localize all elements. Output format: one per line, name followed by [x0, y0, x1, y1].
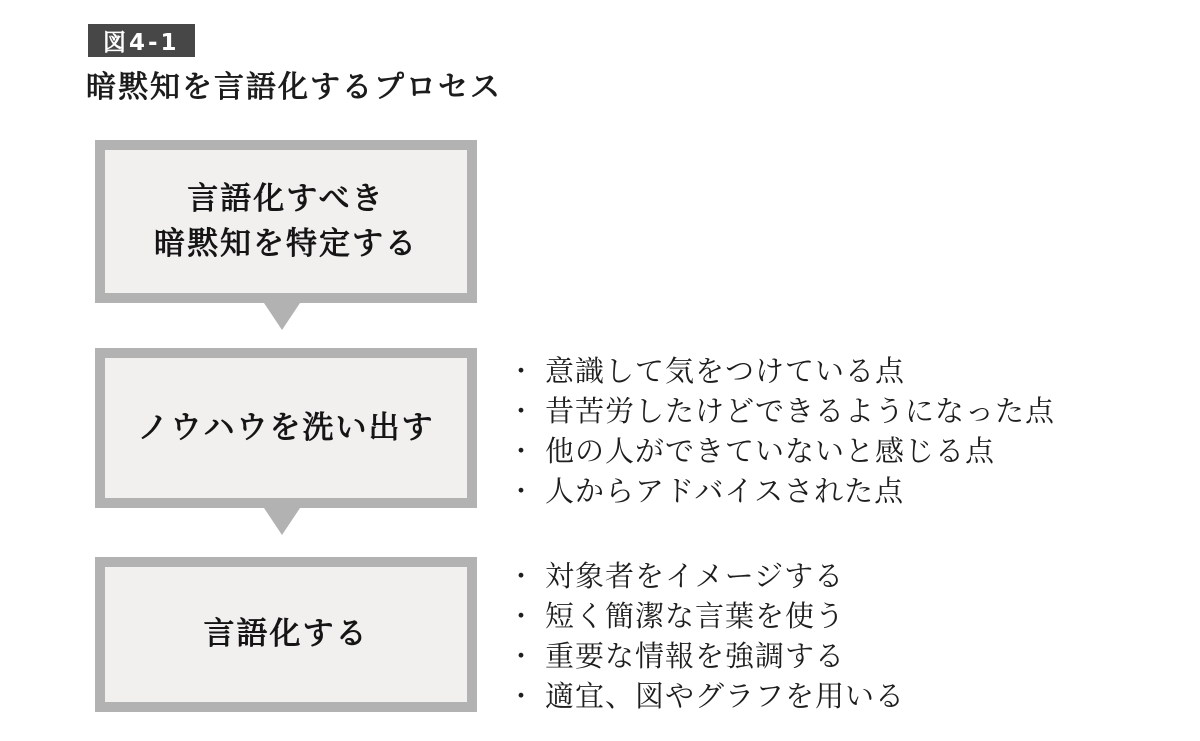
list-item [508, 389, 1055, 429]
bullet-icon: ・ [508, 641, 536, 672]
step-box-extract [95, 348, 477, 508]
list-item [508, 349, 1055, 389]
list-item [508, 634, 905, 674]
list-item [508, 554, 905, 594]
note-text: 適宜、図やグラフを用いる [545, 678, 906, 713]
note-text: 重要な情報を強調する [545, 638, 846, 673]
note-text: 対象者をイメージする [545, 558, 845, 593]
verbalize-notes-list [508, 554, 905, 714]
note-text: 意識して気をつけている点 [545, 353, 906, 388]
figure-number-badge: 図4-1 [88, 24, 195, 57]
bullet-icon: ・ [508, 681, 536, 712]
list-item [508, 594, 905, 634]
arrow-down-icon [262, 300, 302, 330]
note-text: 人からアドバイスされた点 [545, 473, 905, 508]
list-item [508, 469, 1055, 509]
list-item [508, 429, 1055, 469]
bullet-icon: ・ [508, 396, 536, 427]
arrow-down-icon [262, 505, 302, 535]
bullet-icon: ・ [508, 436, 536, 467]
figure-title: 暗黙知を言語化するプロセス [86, 70, 502, 105]
list-item [508, 674, 905, 714]
step-label-line: 言語化すべき [187, 181, 385, 218]
step-box-identify [95, 140, 477, 303]
step-label-line: 言語化する [203, 616, 369, 653]
bullet-icon: ・ [508, 476, 536, 507]
bullet-icon: ・ [508, 356, 536, 387]
step-label-line: ノウハウを洗い出す [137, 409, 435, 446]
extract-notes-list [508, 349, 1055, 509]
bullet-icon: ・ [508, 601, 536, 632]
bullet-icon: ・ [508, 561, 536, 592]
note-text: 短く簡潔な言葉を使う [545, 598, 846, 633]
step-box-verbalize [95, 557, 477, 712]
step-label-line: 暗黙知を特定する [154, 225, 418, 262]
note-text: 昔苦労したけどできるようになった点 [545, 393, 1056, 428]
note-text: 他の人ができていないと感じる点 [545, 433, 996, 468]
